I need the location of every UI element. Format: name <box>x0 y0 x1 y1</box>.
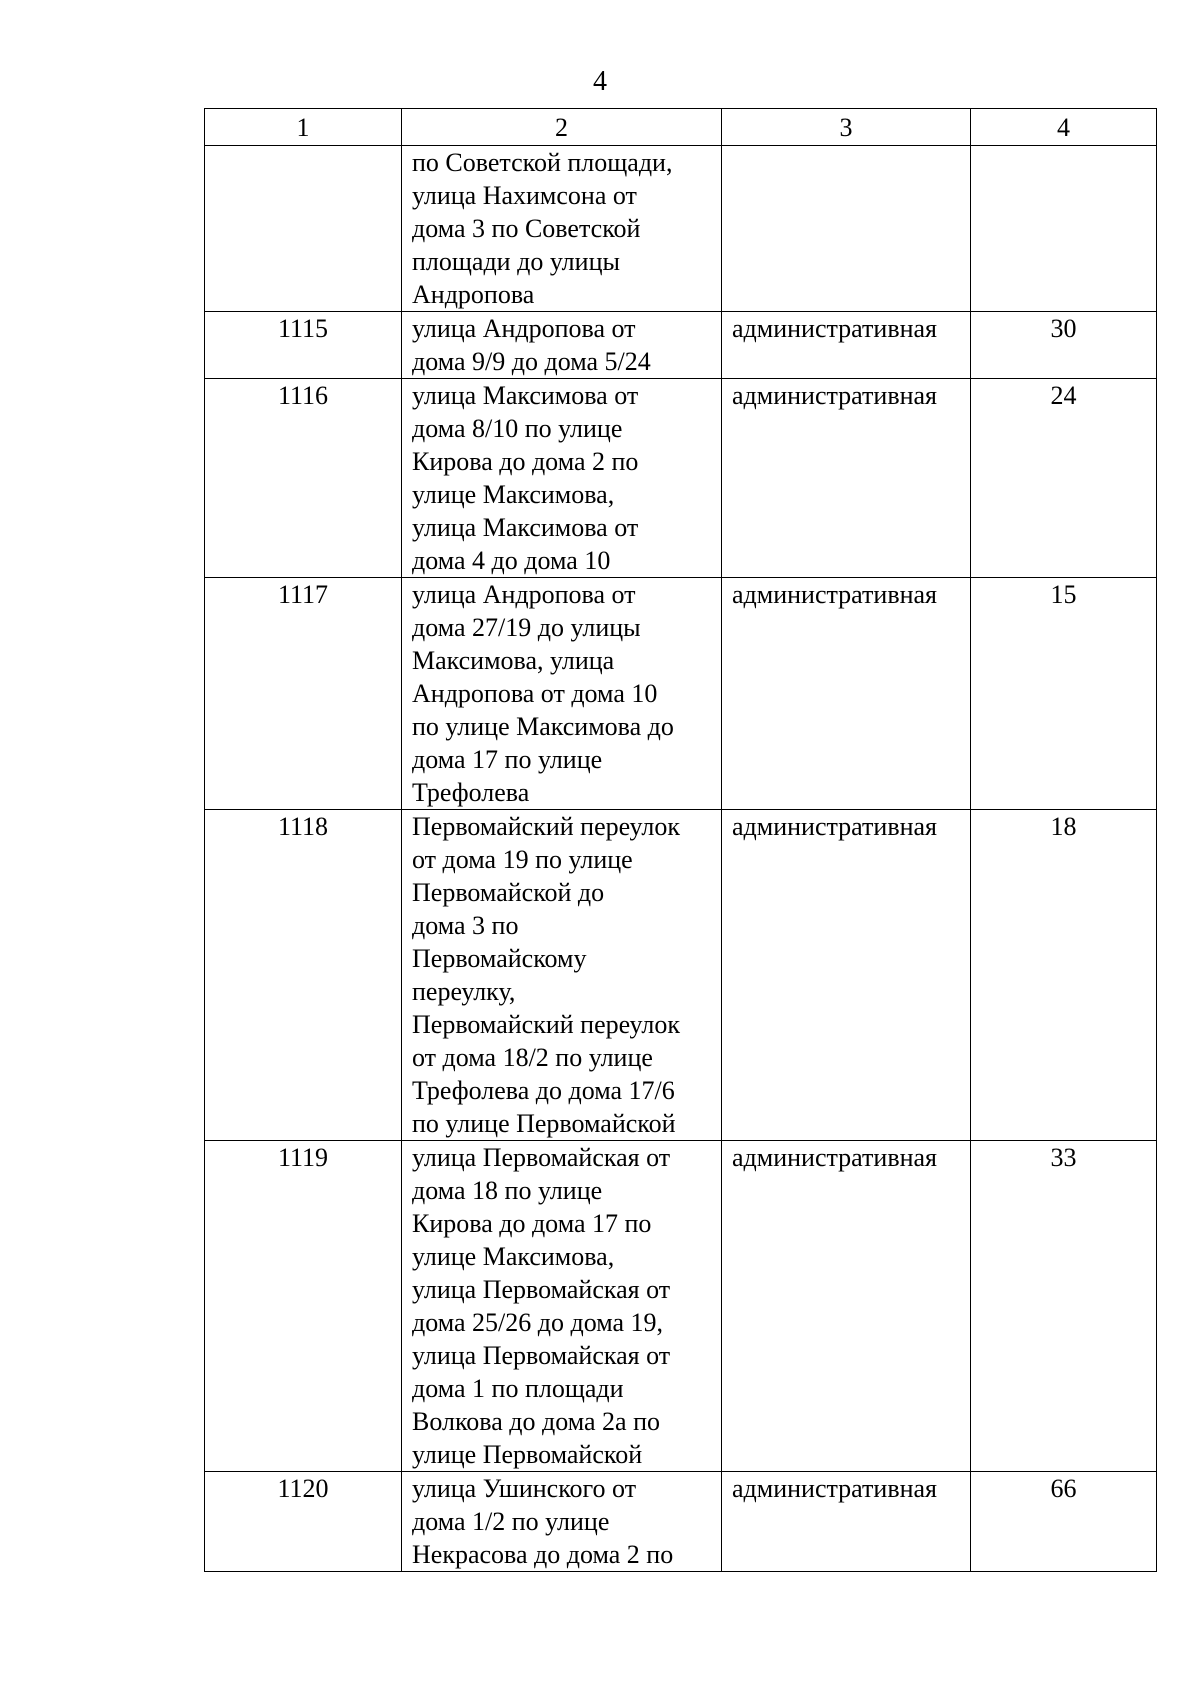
row-description: по Советской площади, улица Нахимсона от дома 3 по Советской площади до улицы Андропова <box>402 146 722 312</box>
row-description: улица Максимова от дома 8/10 по улице Кирова до дома 2 по улице Максимова, улица Максимова от дома 4 до дома 10 <box>402 379 722 578</box>
row-number: 1115 <box>205 312 402 379</box>
table-row <box>205 578 1157 810</box>
row-type: административная <box>722 1472 971 1572</box>
row-number: 1118 <box>205 810 402 1141</box>
row-number: 1120 <box>205 1472 402 1572</box>
table-row <box>205 146 1157 312</box>
column-header-4: 4 <box>971 109 1157 146</box>
table-row <box>205 379 1157 578</box>
table-row <box>205 810 1157 1141</box>
row-type: административная <box>722 312 971 379</box>
row-type: административная <box>722 578 971 810</box>
row-type: административная <box>722 810 971 1141</box>
row-value: 15 <box>971 578 1157 810</box>
row-number <box>205 146 402 312</box>
row-description: улица Андропова от дома 27/19 до улицы Максимова, улица Андропова от дома 10 по улице Максимова до дома 17 по улице Трефолева <box>402 578 722 810</box>
table-row <box>205 1141 1157 1472</box>
data-table <box>204 108 1157 1572</box>
column-header-3: 3 <box>722 109 971 146</box>
row-description: Первомайский переулок от дома 19 по улице Первомайской до дома 3 по Первомайскому переулку, Первомайский переулок от дома 18/2 по улице Трефолева до дома 17/6 по улице Первомайской <box>402 810 722 1141</box>
row-type: административная <box>722 1141 971 1472</box>
row-value: 18 <box>971 810 1157 1141</box>
table-row <box>205 312 1157 379</box>
row-value: 66 <box>971 1472 1157 1572</box>
row-number: 1117 <box>205 578 402 810</box>
column-header-2: 2 <box>402 109 722 146</box>
row-number: 1116 <box>205 379 402 578</box>
row-value: 33 <box>971 1141 1157 1472</box>
row-value: 24 <box>971 379 1157 578</box>
page-number: 4 <box>593 66 607 97</box>
row-value <box>971 146 1157 312</box>
row-number: 1119 <box>205 1141 402 1472</box>
row-type: административная <box>722 379 971 578</box>
row-description: улица Первомайская от дома 18 по улице Кирова до дома 17 по улице Максимова, улица Первомайская от дома 25/26 до дома 19, улица Первомайская от дома 1 по площади Волкова до дома 2а по улице Первомайской <box>402 1141 722 1472</box>
row-description: улица Ушинского от дома 1/2 по улице Некрасова до дома 2 по <box>402 1472 722 1572</box>
row-value: 30 <box>971 312 1157 379</box>
column-header-1: 1 <box>205 109 402 146</box>
row-description: улица Андропова от дома 9/9 до дома 5/24 <box>402 312 722 379</box>
table-header-row <box>205 109 1157 146</box>
table-row <box>205 1472 1157 1572</box>
row-type <box>722 146 971 312</box>
